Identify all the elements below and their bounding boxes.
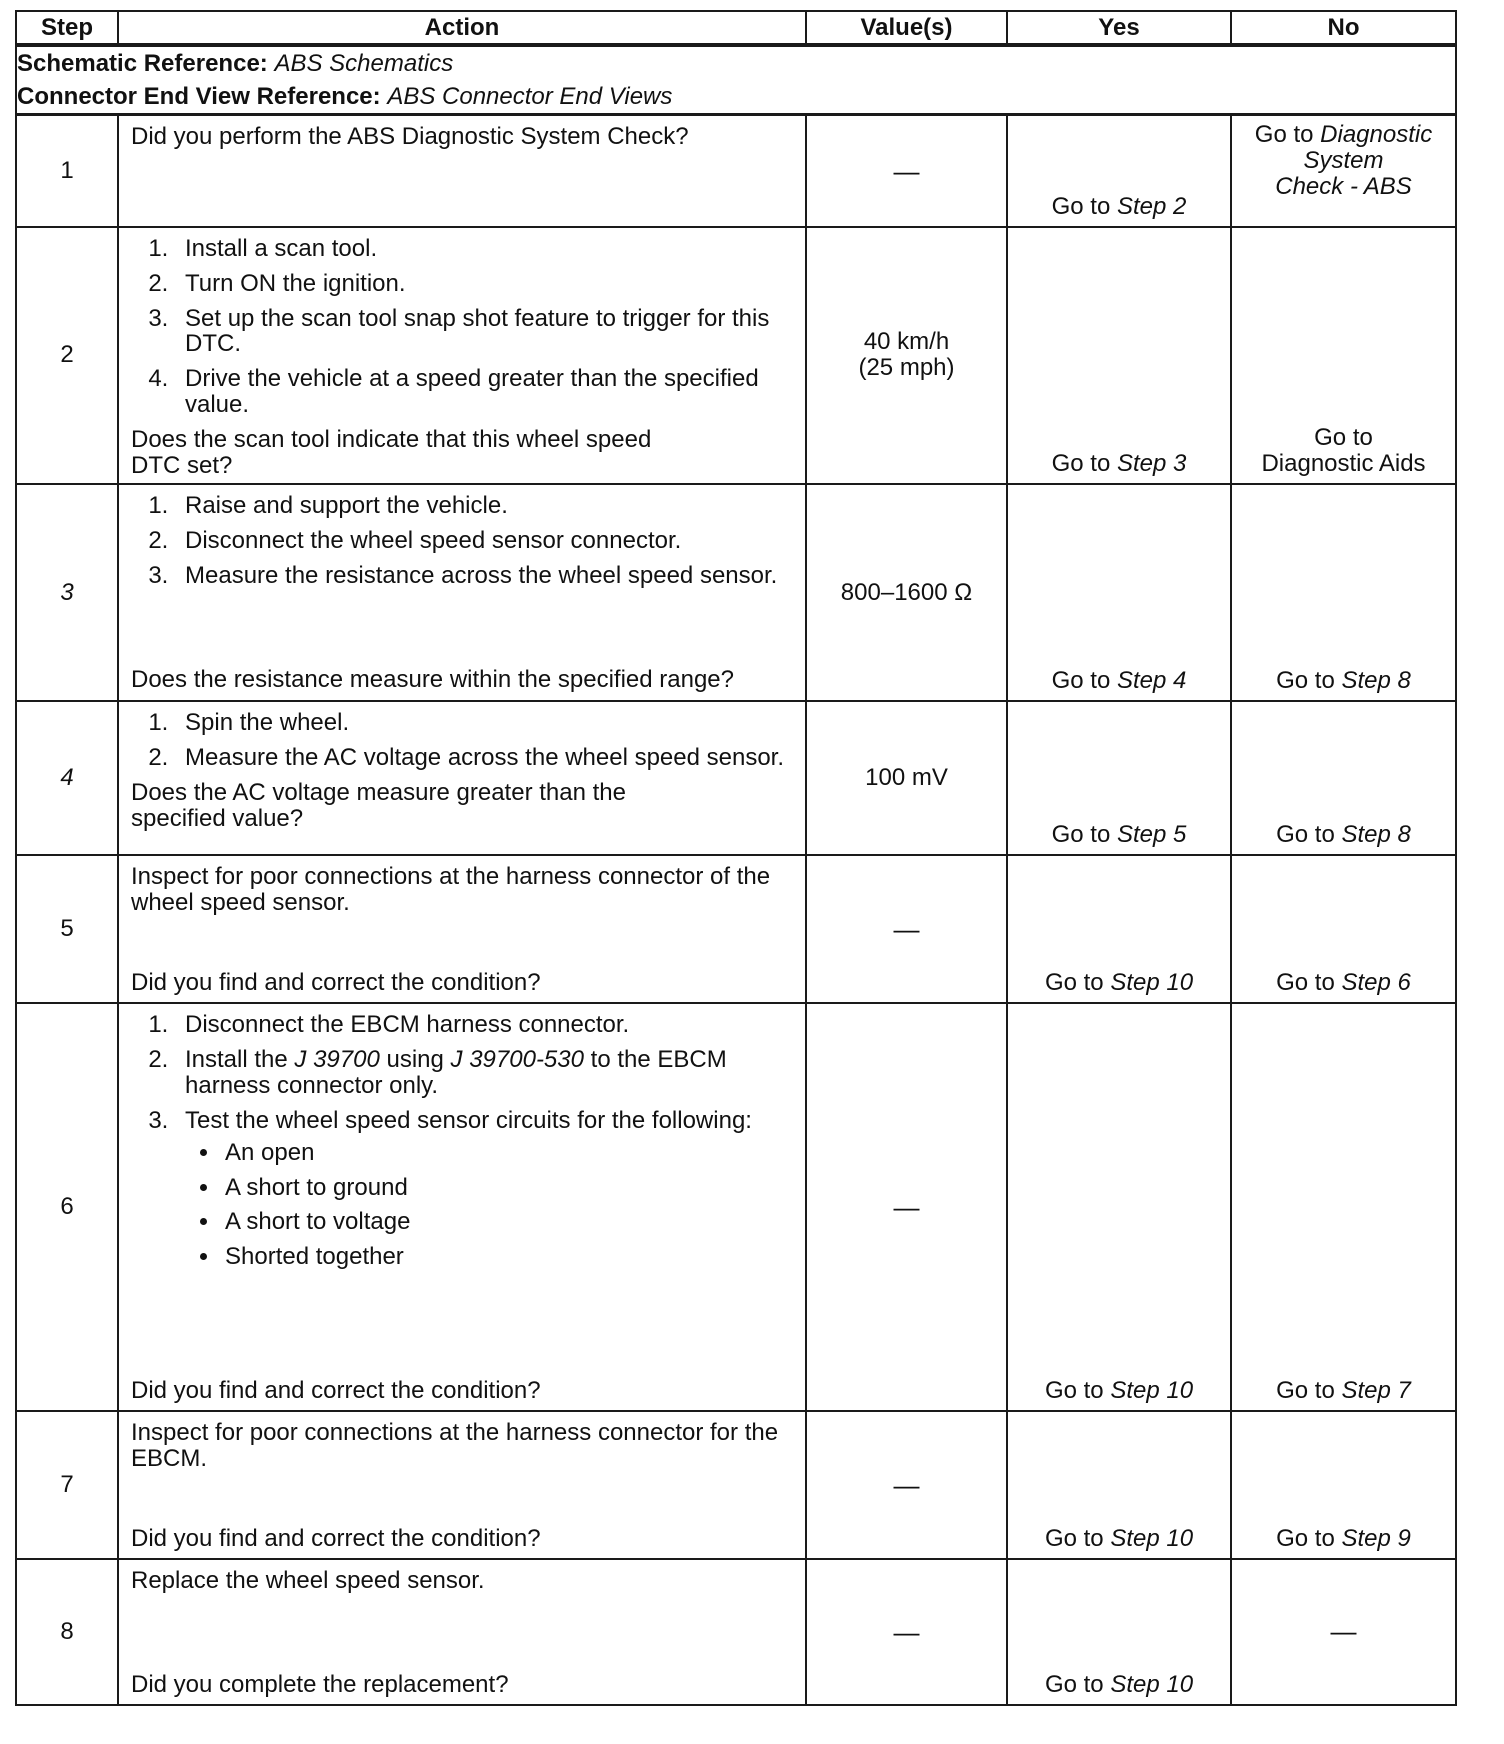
action-question: Did you complete the replacement? (131, 1671, 509, 1699)
value-imperial: (25 mph) (858, 354, 955, 382)
diagnostic-table (15, 10, 1457, 1706)
step-number: 6 (16, 1003, 118, 1411)
connector-reference (17, 80, 1455, 113)
yes-cell[interactable] (1007, 1411, 1231, 1559)
value-cell: — (806, 115, 1007, 227)
action-step: 3. Measure the resistance across the wheel speed sensor. (175, 563, 795, 589)
connector-reference-label: Connector End View Reference: (17, 83, 381, 111)
action-question: Did you perform the ABS Diagnostic System Check? (131, 123, 689, 151)
step-number: 1 (16, 115, 118, 227)
no-cell[interactable] (1231, 484, 1456, 701)
action-step (175, 1047, 795, 1099)
condition-item: • Shorted together (221, 1244, 795, 1270)
value-cell: 100 mV (806, 701, 1007, 855)
header-row (16, 11, 1456, 45)
value-cell: — (806, 1411, 1007, 1559)
yes-prefix: Go to (1051, 821, 1111, 849)
action-cell (118, 115, 806, 227)
action-question: Does the resistance measure within the specified range? (131, 666, 734, 694)
action-cell (118, 1003, 806, 1411)
condition-item: • An open (221, 1140, 795, 1166)
yes-cell[interactable] (1007, 115, 1231, 227)
action-step (175, 1108, 795, 1271)
yes-prefix: Go to (1051, 192, 1111, 220)
no-target-link[interactable]: Step 8 (1341, 821, 1411, 849)
action-step: 4. Drive the vehicle at a speed greater than the specified value. (175, 366, 795, 418)
action-step: 1. Install a scan tool. (175, 236, 795, 262)
no-prefix: Go to (1276, 1377, 1335, 1405)
yes-prefix: Go to (1051, 667, 1111, 695)
no-cell[interactable] (1231, 1003, 1456, 1411)
value-cell (806, 227, 1007, 484)
action-step: 2. Disconnect the wheel speed sensor connector. (175, 528, 795, 554)
no-cell[interactable] (1231, 855, 1456, 1003)
no-prefix: Go to (1276, 821, 1335, 849)
yes-cell[interactable] (1007, 1003, 1231, 1411)
no-cell[interactable] (1231, 1411, 1456, 1559)
action-step: 1. Raise and support the vehicle. (175, 493, 795, 519)
no-prefix: Go to (1276, 1525, 1335, 1553)
reference-cell (16, 45, 1456, 115)
no-target-link[interactable]: Step 9 (1341, 1525, 1411, 1553)
yes-target-link[interactable]: Step 10 (1110, 1671, 1194, 1699)
schematic-reference-link[interactable]: ABS Schematics (274, 50, 454, 77)
no-target-link[interactable]: Step 6 (1341, 969, 1411, 997)
yes-cell[interactable] (1007, 701, 1231, 855)
action-cell (118, 701, 806, 855)
table-row (16, 855, 1456, 1003)
table-row (16, 701, 1456, 855)
table-row (16, 1411, 1456, 1559)
no-cell[interactable] (1231, 115, 1456, 227)
value-cell: 800–1600 Ω (806, 484, 1007, 701)
action-question: Does the AC voltage measure greater than the specified value? (131, 778, 626, 832)
header-step: Step (16, 11, 118, 45)
action-step-text: Test the wheel speed sensor circuits for the following: (185, 1106, 752, 1134)
action-step-text: to the EBCM harness connector only. (185, 1045, 727, 1099)
no-target-link[interactable]: Step 7 (1341, 1377, 1411, 1405)
yes-target-link[interactable]: Step 5 (1116, 821, 1187, 849)
yes-target-link[interactable]: Step 3 (1116, 450, 1187, 478)
yes-prefix: Go to (1044, 1671, 1104, 1699)
yes-target-link[interactable]: Step 2 (1116, 192, 1187, 220)
action-cell (118, 484, 806, 701)
action-question: Did you find and correct the condition? (131, 969, 541, 997)
yes-cell[interactable] (1007, 227, 1231, 484)
yes-target-link[interactable]: Step 10 (1110, 969, 1194, 997)
action-step: 1. Disconnect the EBCM harness connector. (175, 1012, 795, 1038)
action-step: 3. Set up the scan tool snap shot feature to trigger for this DTC. (175, 306, 795, 358)
no-target-link[interactable]: System (1303, 147, 1384, 175)
action-question: Did you find and correct the condition? (131, 1525, 541, 1553)
yes-prefix: Go to (1051, 450, 1111, 478)
schematic-reference (17, 47, 1455, 80)
table-row (16, 115, 1456, 227)
action-step-text: Install the (185, 1045, 288, 1073)
no-cell: — (1231, 1559, 1456, 1705)
value-cell: — (806, 855, 1007, 1003)
no-prefix: Go to (1276, 969, 1335, 997)
condition-item: • A short to voltage (221, 1209, 795, 1235)
action-steps (131, 493, 795, 598)
connector-reference-link[interactable]: ABS Connector End Views (387, 83, 673, 111)
condition-list (185, 1140, 795, 1271)
no-prefix: Go to (1254, 121, 1314, 149)
no-target-link[interactable]: Check - ABS (1275, 173, 1412, 201)
tool-reference: J 39700 (294, 1045, 380, 1073)
action-step: 2. Turn ON the ignition. (175, 271, 795, 297)
step-number: 3 (16, 484, 118, 701)
action-cell (118, 855, 806, 1003)
value-cell: — (806, 1003, 1007, 1411)
yes-prefix: Go to (1044, 1525, 1104, 1553)
yes-target-link[interactable]: Step 10 (1110, 1377, 1194, 1405)
header-yes: Yes (1007, 11, 1231, 45)
table-row (16, 484, 1456, 701)
no-target-link[interactable]: Diagnostic (1320, 121, 1433, 149)
action-step: 1. Spin the wheel. (175, 710, 795, 736)
value-metric: 40 km/h (863, 328, 950, 356)
no-cell[interactable] (1231, 701, 1456, 855)
action-step-text: using (386, 1045, 444, 1073)
action-cell (118, 1411, 806, 1559)
header-values: Value(s) (806, 11, 1007, 45)
yes-prefix: Go to (1044, 1377, 1104, 1405)
action-question: Did you find and correct the condition? (131, 1377, 541, 1405)
schematic-reference-label: Schematic Reference: (17, 50, 268, 77)
reference-row (16, 45, 1456, 115)
yes-prefix: Go to (1044, 969, 1104, 997)
step-number: 4 (16, 701, 118, 855)
table-row (16, 1003, 1456, 1411)
action-steps (131, 710, 795, 771)
step-number: 5 (16, 855, 118, 1003)
table-row (16, 227, 1456, 484)
action-steps (131, 236, 795, 418)
header-no: No (1231, 11, 1456, 45)
yes-cell[interactable] (1007, 855, 1231, 1003)
yes-cell[interactable] (1007, 484, 1231, 701)
step-number: 2 (16, 227, 118, 484)
yes-cell[interactable] (1007, 1559, 1231, 1705)
action-cell (118, 227, 806, 484)
tool-reference: J 39700-530 (450, 1045, 584, 1073)
header-action: Action (118, 11, 806, 45)
action-instruction: Inspect for poor connections at the harness connector for the EBCM. (131, 1418, 779, 1472)
action-instruction: Replace the wheel speed sensor. (131, 1566, 485, 1594)
step-number: 8 (16, 1559, 118, 1705)
action-steps (131, 1012, 795, 1279)
condition-item: • A short to ground (221, 1175, 795, 1201)
no-prefix: Go to (1276, 667, 1335, 695)
no-target-link[interactable]: Step 8 (1341, 667, 1411, 695)
no-cell[interactable] (1231, 227, 1456, 484)
step-number: 7 (16, 1411, 118, 1559)
no-prefix: Go to (1314, 424, 1373, 452)
yes-target-link[interactable]: Step 4 (1116, 667, 1187, 695)
action-question: Does the scan tool indicate that this wheel speed DTC set? (131, 426, 652, 480)
action-step: 2. Measure the AC voltage across the wheel speed sensor. (175, 745, 795, 771)
action-instruction: Inspect for poor connections at the harness connector of the wheel speed sensor. (131, 862, 771, 916)
no-target-link[interactable]: Diagnostic Aids (1261, 450, 1426, 478)
action-cell (118, 1559, 806, 1705)
table-row (16, 1559, 1456, 1705)
yes-target-link[interactable]: Step 10 (1110, 1525, 1194, 1553)
value-cell: — (806, 1559, 1007, 1705)
